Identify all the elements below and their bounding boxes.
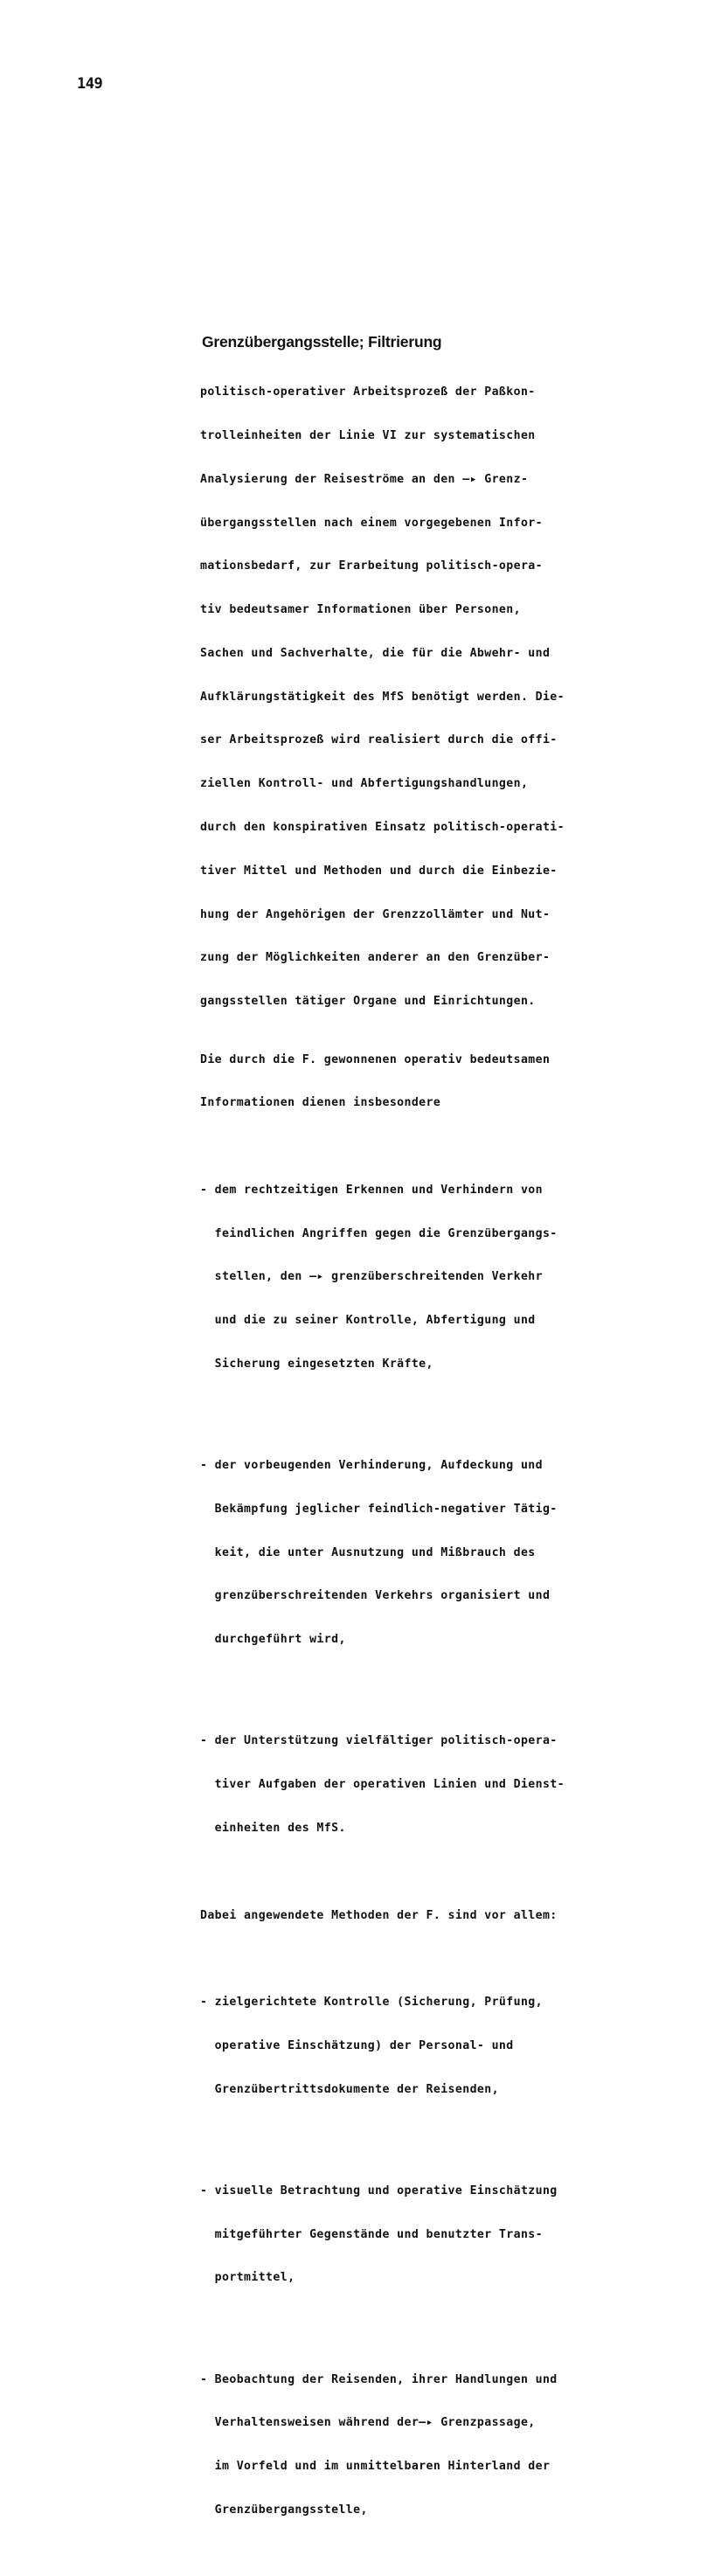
method-line: operative Einschätzung) der Personal- und xyxy=(200,2038,514,2052)
method-item xyxy=(200,2156,655,2316)
purpose-line: stellen, den —▸ grenzüberschreitenden Verkehr xyxy=(200,1270,543,1284)
definition-line: übergangsstellen nach einem vorgegebenen Infor- xyxy=(200,516,543,530)
purpose-line: und die zu seiner Kontrolle, Abfertigung und xyxy=(200,1314,536,1328)
purpose-line: Sicherung eingesetzten Kräfte, xyxy=(200,1357,433,1371)
definition-line: hung der Angehörigen der Grenzzollämter und Nut- xyxy=(200,907,551,921)
definition-line: ser Arbeitsprozeß wird realisiert durch die offi- xyxy=(200,733,558,747)
purpose-line: keit, die unter Ausnutzung und Mißbrauch des xyxy=(200,1545,536,1559)
purpose-line: feindlichen Angriffen gegen die Grenzübergangs- xyxy=(200,1226,558,1240)
entry-definition xyxy=(200,357,655,2576)
method-line: - Beobachtung der Reisenden, ihrer Handlungen und xyxy=(200,2372,558,2386)
intro-line: Informationen dienen insbesondere xyxy=(200,1096,441,1110)
method-line: Grenzübertrittsdokumente der Reisenden, xyxy=(200,2082,499,2096)
method-line: - visuelle Betrachtung und operative Einschätzung xyxy=(200,2184,558,2198)
definition-line: zung der Möglichkeiten anderer an den Grenzüber- xyxy=(200,951,551,965)
definition-line: trolleinheiten der Linie VI zur systematischen xyxy=(200,428,536,442)
purpose-line: durchgeführt wird, xyxy=(200,1633,346,1647)
entry-heading: Grenzübergangsstelle; Filtrierung xyxy=(202,333,442,351)
method-line: - zielgerichtete Kontrolle (Sicherung, Prüfung, xyxy=(200,1996,543,2010)
definition-line: tiver Mittel und Methoden und durch die Einbezie- xyxy=(200,864,558,878)
purpose-item xyxy=(200,1430,655,1677)
purpose-line: - dem rechtzeitigen Erkennen und Verhindern von xyxy=(200,1183,543,1197)
dictionary-entry xyxy=(200,333,655,2576)
method-item xyxy=(200,1967,655,2127)
method-item xyxy=(200,2343,655,2546)
method-line: Grenzübergangsstelle, xyxy=(200,2503,368,2517)
definition-line: ziellen Kontroll- und Abfertigungshandlungen, xyxy=(200,777,529,791)
method-line: im Vorfeld und im unmittelbaren Hinterland der xyxy=(200,2460,551,2474)
definition-line: durch den konspirativen Einsatz politisch-operati- xyxy=(200,821,565,834)
definition-line: Aufklärungstätigkeit des MfS benötigt werden. Die- xyxy=(200,690,565,704)
method-line: mitgeführter Gegenstände und benutzter Trans- xyxy=(200,2227,543,2241)
method-line: portmittel, xyxy=(200,2271,295,2285)
purpose-item xyxy=(200,1705,655,1865)
purpose-line: - der vorbeugenden Verhinderung, Aufdeckung und xyxy=(200,1459,543,1473)
intro-line: Die durch die F. gewonnenen operativ bedeutsamen xyxy=(200,1052,551,1066)
page-number: 149 xyxy=(77,75,103,93)
definition-line: politisch-operativer Arbeitsprozeß der Paßkon- xyxy=(200,385,536,399)
definition-line: tiv bedeutsamer Informationen über Personen, xyxy=(200,603,521,617)
definition-line: Analysierung der Reiseströme an den —▸ Grenz- xyxy=(200,472,529,486)
purpose-line: grenzüberschreitenden Verkehrs organisiert und xyxy=(200,1589,551,1603)
definition-line: gangsstellen tätiger Organe und Einrichtungen. xyxy=(200,995,536,1009)
purpose-item xyxy=(200,1155,655,1401)
purpose-line: tiver Aufgaben der operativen Linien und Dienst- xyxy=(200,1778,565,1792)
definition-line: Sachen und Sachverhalte, die für die Abwehr- und xyxy=(200,646,551,660)
purpose-line: - der Unterstützung vielfältiger politisch-opera- xyxy=(200,1734,558,1748)
purpose-line: einheiten des MfS. xyxy=(200,1821,346,1835)
methods-intro: Dabei angewendete Methoden der F. sind vor allem: xyxy=(200,1908,558,1922)
method-line: Verhaltensweisen während der—▸ Grenzpassage, xyxy=(200,2416,536,2430)
definition-line: mationsbedarf, zur Erarbeitung politisch-opera- xyxy=(200,559,543,573)
purpose-line: Bekämpfung jeglicher feindlich-negativer Tätig- xyxy=(200,1502,558,1516)
